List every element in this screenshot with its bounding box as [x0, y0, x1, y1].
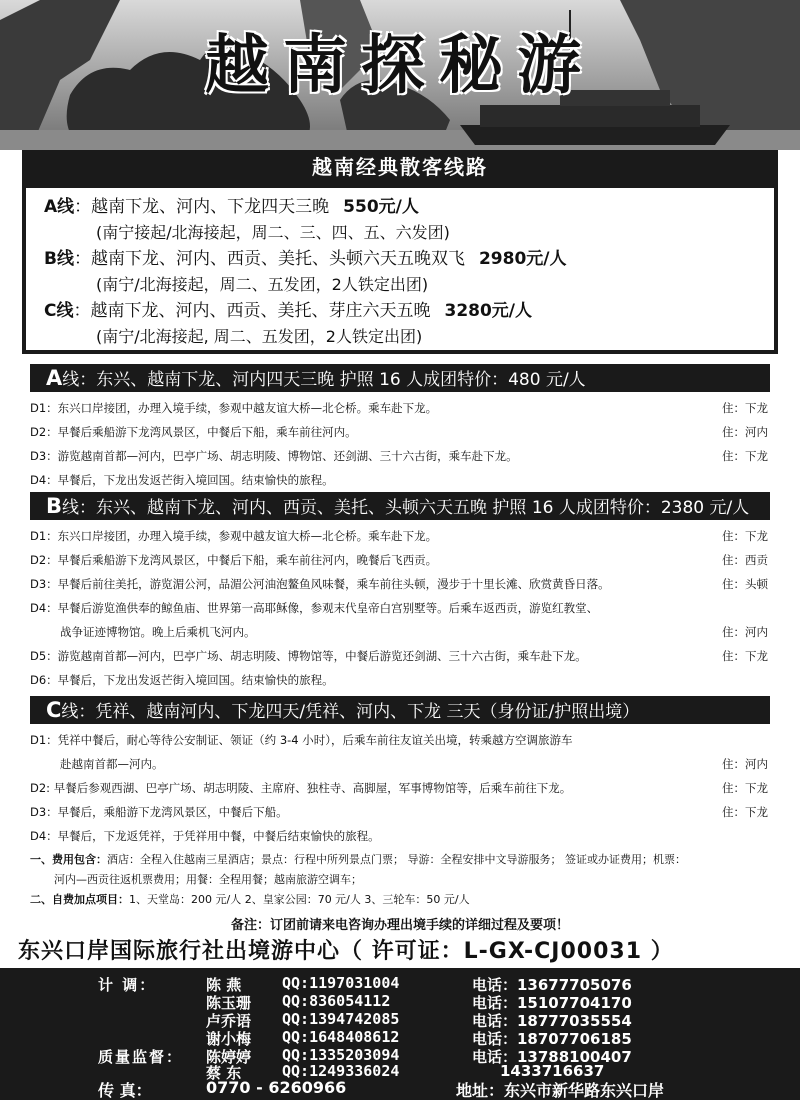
- contact-footer: [0, 968, 800, 1100]
- route-c: [44, 298, 756, 324]
- line-letter: A: [46, 366, 63, 390]
- itinerary-day: [30, 668, 770, 692]
- contact-qq: QQ:1335203094: [282, 1046, 400, 1064]
- line-title: 线：凭祥、越南河内、下龙四天/凭祥、河内、下龙 三天（身份证/护照出境）: [61, 702, 640, 722]
- contact-name: 陈玉珊: [206, 994, 252, 1012]
- fee-extra-text: 1、天堂岛：200 元/人 2、皇家公园：70 元/人 3、三轮车：50 元/人: [129, 893, 470, 906]
- contact-name: 陈 燕: [206, 976, 242, 994]
- day-stay: 住：河内: [722, 425, 768, 439]
- contact-role: 质量监督：: [98, 1048, 184, 1066]
- day-stay: 住：下龙: [722, 805, 768, 819]
- classic-routes-box: [22, 184, 778, 354]
- contact-qq: QQ:1648408612: [282, 1028, 400, 1046]
- day-text: D4：早餐后，下龙返凭祥，于凭祥用中餐，中餐后结束愉快的旅程。: [30, 829, 380, 843]
- route-b: [44, 246, 756, 272]
- itinerary-day: [30, 728, 770, 776]
- line-letter: C: [46, 698, 62, 722]
- route-a: [44, 194, 756, 220]
- line-a-itinerary: [30, 396, 770, 492]
- itinerary-day: [30, 572, 770, 596]
- day-stay: 住：西贡: [722, 553, 768, 567]
- fee-included-label: 一、费用包含：: [30, 853, 107, 866]
- contact-row: [0, 992, 800, 1010]
- day-text: D1：东兴口岸接团，办理入境手续，参观中越友谊大桥—北仑桥。乘车赴下龙。: [30, 401, 438, 415]
- itinerary-day: [30, 596, 770, 644]
- day-text: D6：早餐后，下龙出发返芒街入境回国。结束愉快的旅程。: [30, 673, 334, 687]
- day-text-cont: 战争证迹博物馆。晚上后乘机飞河内。: [60, 625, 256, 639]
- line-c-itinerary: [30, 728, 770, 848]
- day-stay: [768, 468, 770, 492]
- itinerary-day: [30, 468, 770, 492]
- fee-notes: [30, 850, 770, 910]
- route-price: 3280元/人: [444, 301, 533, 321]
- day-text: D1：东兴口岸接团，办理入境手续，参观中越友谊大桥—北仑桥。乘车赴下龙。: [30, 529, 438, 543]
- contact-phone: 电话：13677705076: [472, 976, 632, 994]
- itinerary-day: [30, 420, 770, 444]
- contact-name: 谢小梅: [206, 1030, 252, 1048]
- day-stay: [768, 824, 770, 848]
- route-a-note: (南宁接起/北海接起，周二、三、四、五、六发团): [96, 223, 450, 242]
- route-label: C线: [44, 301, 74, 321]
- line-b-itinerary: [30, 524, 770, 692]
- day-stay: 住：河内: [722, 757, 768, 771]
- fee-included-text-cont: 河内—西贡往返机票费用；用餐：全程用餐；越南旅游空调车；: [54, 873, 362, 886]
- fax-number: 0770 - 6260966: [206, 1078, 347, 1097]
- route-desc: ：越南下龙、河内、下龙四天三晚: [74, 197, 330, 217]
- contact-row: [0, 1028, 800, 1046]
- itinerary-day: [30, 776, 770, 800]
- contact-phone: 1433716637: [500, 1062, 605, 1080]
- day-text: D2：早餐后乘船游下龙湾风景区，中餐后下船，乘车前往河内。: [30, 425, 357, 439]
- route-price: 2980元/人: [478, 249, 567, 269]
- day-stay: 住：河内: [722, 625, 768, 639]
- day-text: D3：游览越南首都—河内，巴亭广场、胡志明陵、博物馆、还剑湖、三十六古街，乘车赴下龙。: [30, 449, 518, 463]
- itinerary-day: [30, 644, 770, 668]
- day-stay: 住：头顿: [722, 577, 768, 591]
- page-title: 越南探秘游: [205, 29, 595, 103]
- contact-name: 卢乔语: [206, 1012, 252, 1030]
- contact-row: [0, 1010, 800, 1028]
- classic-routes-header: 越南经典散客线路: [22, 150, 778, 184]
- contact-name: 蔡 东: [206, 1064, 242, 1082]
- itinerary-day: [30, 548, 770, 572]
- line-a-header: [30, 364, 770, 392]
- fax-label: 传 真：: [98, 1081, 152, 1100]
- fee-included: [30, 850, 770, 870]
- route-price: 550元/人: [343, 197, 419, 217]
- day-stay: [768, 668, 770, 692]
- remark-note: 备注：订团前请来电咨询办理出境手续的详细过程及要项！: [230, 918, 569, 933]
- fee-extra-label: 二、自费加点项目：: [30, 893, 129, 906]
- hero-banner: [0, 0, 800, 150]
- address: 地址：东兴市新华路东兴口岸: [456, 1081, 665, 1100]
- day-text: D3：早餐后前往美托，游览湄公河，品湄公河油泡鳌鱼风味餐，乘车前往头顿，漫步于十里长滩、欣赏黄昏日落。: [30, 577, 610, 591]
- day-text: D4：早餐后，下龙出发返芒街入境回国。结束愉快的旅程。: [30, 473, 334, 487]
- contact-qq: QQ:1249336024: [282, 1062, 400, 1080]
- itinerary-day: [30, 800, 770, 824]
- contact-phone: 电话：15107704170: [472, 994, 632, 1012]
- contact-phone: 电话：13788100407: [472, 1048, 632, 1066]
- day-text-cont: 赴越南首都—河内。: [60, 757, 164, 771]
- itinerary-day: [30, 444, 770, 468]
- day-text: D2：早餐后乘船游下龙湾风景区，中餐后下船，乘车前往河内，晚餐后飞西贡。: [30, 553, 438, 567]
- day-text: D2: 早餐后参观西湖、巴亭广场、胡志明陵、主席府、独柱寺、高脚屋，军事博物馆等，后乘车前往下龙。: [30, 781, 572, 795]
- line-letter: B: [46, 494, 63, 518]
- route-label: B线: [44, 249, 74, 269]
- line-c-header: [30, 696, 770, 724]
- contact-qq: QQ:836054112: [282, 992, 391, 1010]
- route-label: A线: [44, 197, 75, 217]
- day-text: D5：游览越南首都—河内，巴亭广场、胡志明陵、博物馆等，中餐后游览还剑湖、三十六古街，乘车赴下龙。: [30, 649, 587, 663]
- line-title: 线：东兴、越南下龙、河内四天三晚 护照 16 人成团特价：480 元/人: [62, 370, 586, 390]
- contact-role: 计 调：: [98, 976, 157, 994]
- day-text: D3：早餐后，乘船游下龙湾风景区，中餐后下船。: [30, 805, 288, 819]
- route-b-note: (南宁/北海接起，周二、五发团，2人铁定出团): [96, 275, 429, 294]
- day-stay: 住：下龙: [722, 649, 768, 663]
- day-stay: 住：下龙: [722, 449, 768, 463]
- itinerary-day: [30, 824, 770, 848]
- contact-phone: 电话：18777035554: [472, 1012, 632, 1030]
- day-stay: 住：下龙: [722, 401, 768, 415]
- route-c-note: (南宁/北海接起, 周二、五发团，2人铁定出团): [96, 327, 423, 346]
- agency-name: 东兴口岸国际旅行社出境游中心（ 许可证：L-GX-CJ00031 ）: [18, 939, 674, 964]
- contact-name: 陈婷婷: [206, 1048, 252, 1066]
- day-stay: 住：下龙: [722, 781, 768, 795]
- route-desc: ：越南下龙、河内、西贡、美托、头顿六天五晚双飞: [73, 249, 465, 269]
- day-stay: 住：下龙: [722, 529, 768, 543]
- contact-qq: QQ:1394742085: [282, 1010, 400, 1028]
- itinerary-day: [30, 396, 770, 420]
- day-text: D1：凭祥中餐后，耐心等待公安制证、领证（约 3-4 小时），后乘车前往友谊关出境，转乘越方空调旅游车: [30, 733, 573, 747]
- line-b-header: [30, 492, 770, 520]
- contact-row: [0, 974, 800, 992]
- itinerary-day: [30, 524, 770, 548]
- line-title: 线：东兴、越南下龙、河内、西贡、美托、头顿六天五晚 护照 16 人成团特价：2380 元/人: [62, 498, 750, 518]
- fee-included-text: 酒店：全程入住越南三星酒店；景点：行程中所列景点门票； 导游：全程安排中文导游服务； 签证或办证费用；机票：: [107, 853, 686, 866]
- contact-phone: 电话：18707706185: [472, 1030, 632, 1048]
- day-text: D4：早餐后游览渔供奉的鲸鱼庙、世界第一高耶稣像，参观末代皇帝白宫别墅等。后乘车返西贡，游览红教堂、: [30, 601, 599, 615]
- route-desc: ：越南下龙、河内、西贡、美托、芽庄六天五晚: [73, 301, 431, 321]
- contact-qq: QQ:1197031004: [282, 974, 400, 992]
- fee-extra: [30, 890, 770, 910]
